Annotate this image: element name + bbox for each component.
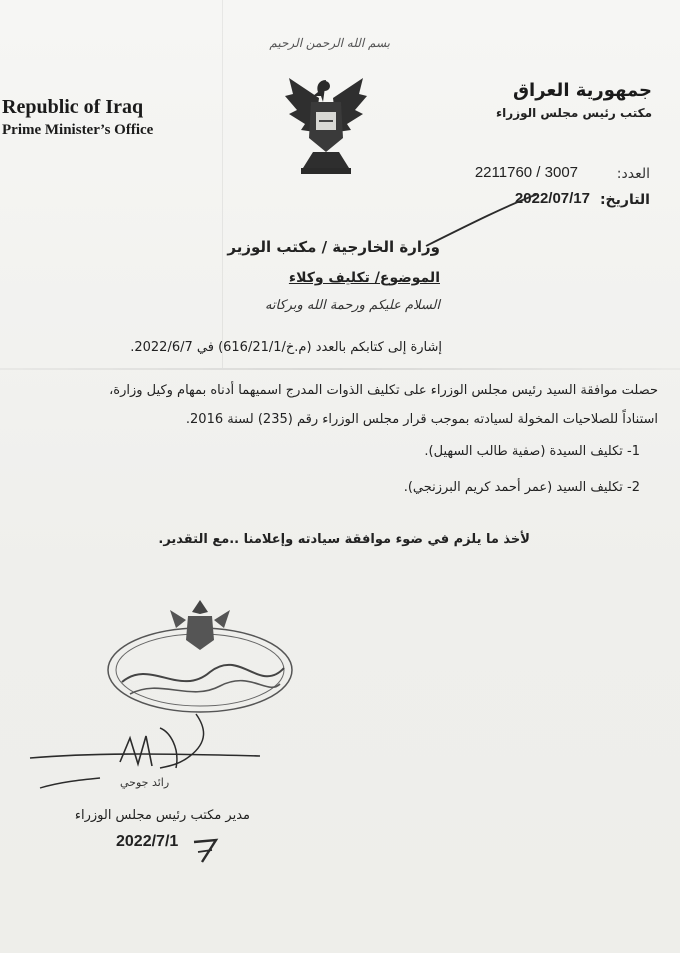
body-paragraph-1: حصلت موافقة السيد رئيس مجلس الوزراء على تكليف الذوات المدرج اسميهما أدناه بمهام وكيل وزارة، xyxy=(109,383,658,398)
date-value: 2022/07/17 xyxy=(514,190,590,207)
official-seal-icon xyxy=(100,598,300,718)
iraq-eagle-emblem-icon xyxy=(283,72,369,182)
number-label: العدد: xyxy=(616,166,650,182)
letterhead-english-subtitle: Prime Minister’s Office xyxy=(2,122,154,138)
letterhead-english-title: Republic of Iraq xyxy=(2,96,144,118)
subject: الموضوع/ تكليف وكلاء xyxy=(288,270,440,286)
signature-date: 2022/7/1 xyxy=(116,833,179,850)
body-paragraph-2: استناداً للصلاحيات المخولة لسيادته بموجب قرار مجلس الوزراء رقم (235) لسنة 2016. xyxy=(185,412,658,427)
list-item: 2- تكليف السيد (عمر أحمد كريم البرزنجي). xyxy=(403,480,640,495)
basmala: بسم الله الرحمن الرحيم xyxy=(269,36,390,50)
signer-name: رائد جوحي xyxy=(120,776,170,789)
recipient: وزارة الخارجية / مكتب الوزير xyxy=(227,238,440,256)
closing-line: لأخذ ما يلزم في ضوء موافقة سيادته وإعلامنا ..مع التقدير. xyxy=(158,532,530,547)
reference-line: إشارة إلى كتابكم بالعدد (م.خ/616/21/1) في 2022/6/7. xyxy=(130,340,442,355)
paper-fold-line xyxy=(0,368,680,370)
signer-title: مدير مكتب رئيس مجلس الوزراء xyxy=(74,808,250,823)
handwritten-digit-icon xyxy=(192,838,220,864)
number-value: 2211760 / 3007 xyxy=(474,164,578,181)
list-item: 1- تكليف السيدة (صفية طالب السهيل). xyxy=(424,444,640,459)
date-label: التاريخ: xyxy=(599,192,650,208)
greeting: السلام عليكم ورحمة الله وبركاته xyxy=(264,298,440,313)
letterhead-arabic-title: جمهورية العراق xyxy=(512,80,652,101)
letterhead-arabic-subtitle: مكتب رئيس مجلس الوزراء xyxy=(496,106,652,120)
